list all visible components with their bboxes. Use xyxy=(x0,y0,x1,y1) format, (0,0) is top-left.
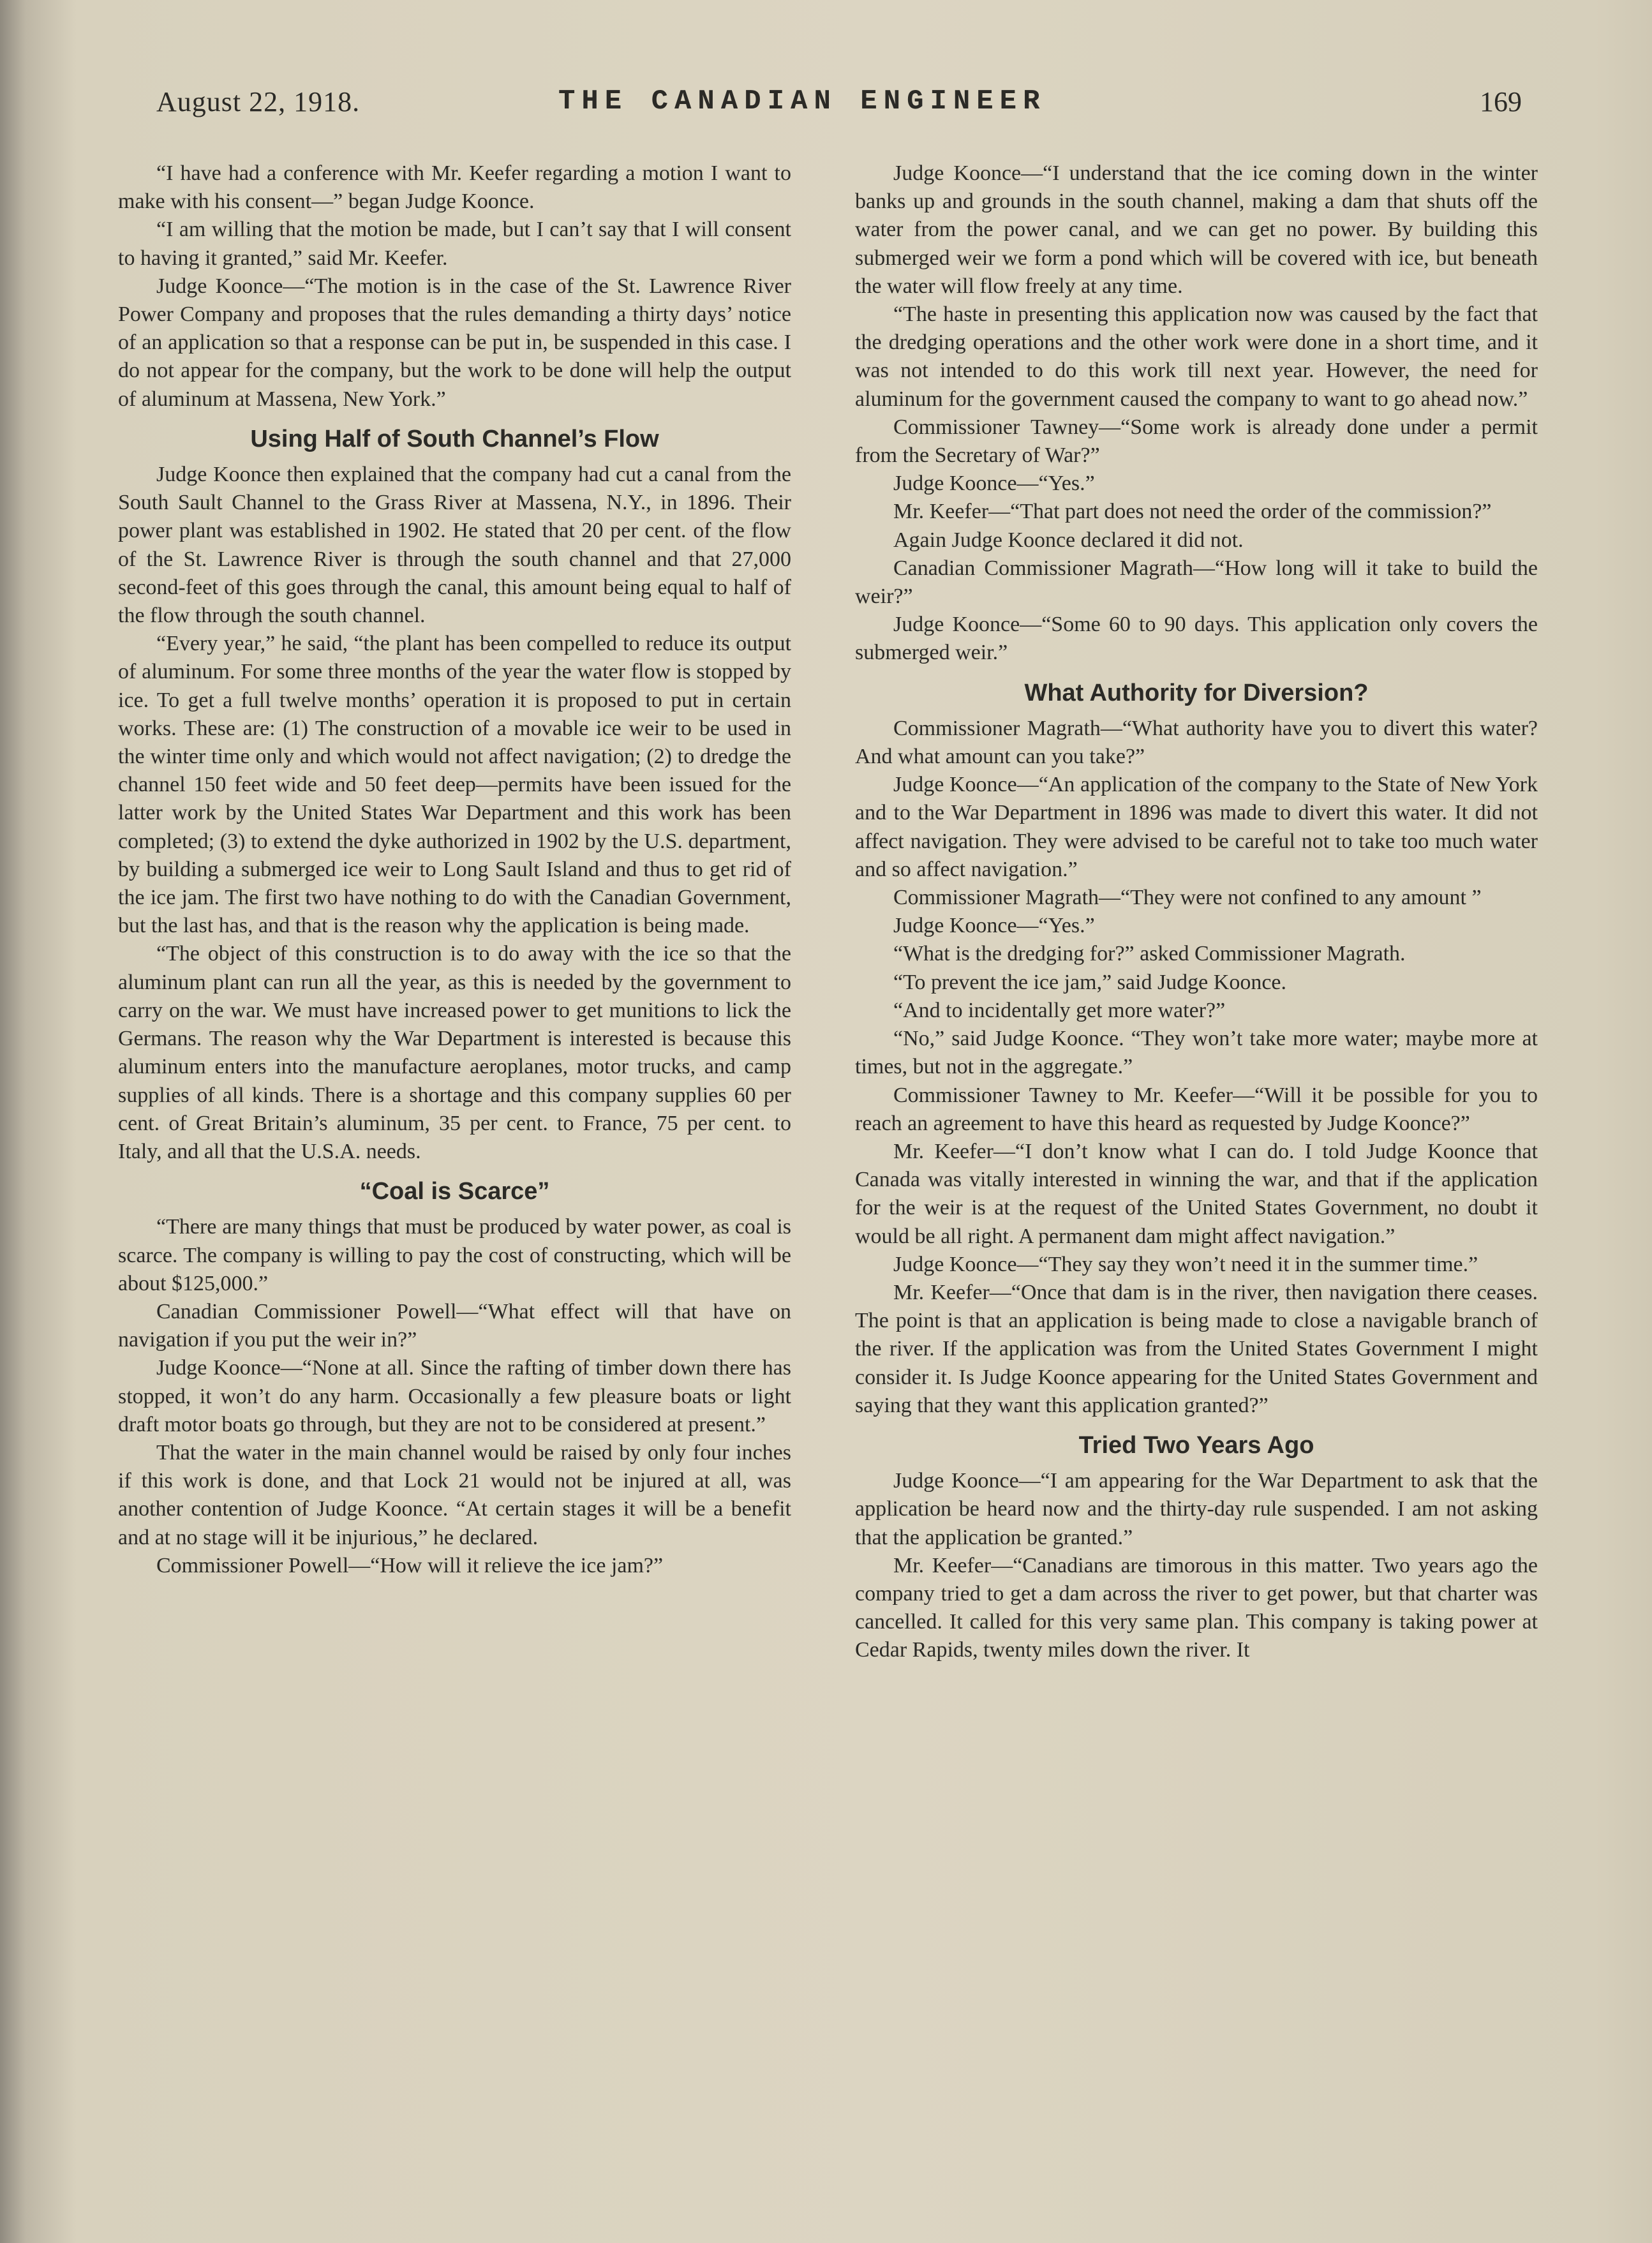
paragraph: That the water in the main channel would be raised by only four inches if this work is done, and that Lock 21 would not be injured at all, was another contention of Judge Koonce. “At certain stages it will be a benefit and at no stage will it be injurious,” he declared. xyxy=(118,1440,791,1549)
paragraph: “To prevent the ice jam,” said Judge Koonce. xyxy=(893,970,1287,994)
paragraph: “There are many things that must be produced by water power, as coal is scarce. The company is willing to pay the cost of constructing, which will be about $125,000.” xyxy=(118,1215,791,1295)
paragraph: Mr. Keefer—“Canadians are timorous in this matter. Two years ago the company tried to get a dam across the river to get power, but that charter was cancelled. It called for this very same plan. This company is taking power at Cedar Rapids, twenty miles down the river. It xyxy=(855,1553,1538,1662)
paragraph: “The haste in presenting this application now was caused by the fact that the dredging operations and the other work were done in a short time, and it was not intended to do this work till next year. However, the need for aluminum for the government caused the company to want to go ahead now.” xyxy=(855,302,1538,411)
paragraph: Mr. Keefer—“I don’t know what I can do. I told Judge Koonce that Canada was vitally interested in winning the war, and that if the application for the weir is at the request of the United States Government, no doubt it would be all right. A permanent dam might affect navigation.” xyxy=(855,1139,1538,1248)
paragraph: Judge Koonce—“An application of the company to the State of New York and to the War Department in 1896 was made to divert this water. It did not affect navigation. They were advised to be careful not to take too much water and so affect navigation.” xyxy=(855,773,1538,881)
paragraph: Judge Koonce—“Some 60 to 90 days. This application only covers the submerged weir.” xyxy=(855,613,1538,665)
section-heading: What Authority for Diversion? xyxy=(1024,679,1369,706)
paragraph: Judge Koonce—“None at all. Since the rafting of timber down there has stopped, it won’t do any harm. Occasionally a few pleasure boats or light draft motor boats go through, but they are not to be considered at present.” xyxy=(118,1356,791,1436)
paragraph: Commissioner Tawney to Mr. Keefer—“Will it be possible for you to reach an agreement to have this heard as requested by Judge Koonce?” xyxy=(855,1083,1538,1135)
paragraph: “The object of this construction is to do away with the ice so that the aluminum plant can run all the year, as this is needed by the government to carry on the war. We must have increased power to get munitions to lick the Germans. The reason why the War Department is interested is because this aluminum enters into the manufacture aeroplanes, motor trucks, and camp supplies of all kinds. There is a shortage and this company supplies 60 per cent. of Great Britain’s aluminum, 35 per cent. to France, 75 per cent. to Italy, and all that the U.S.A. needs. xyxy=(118,942,791,1163)
paragraph: Judge Koonce—“Yes.” xyxy=(893,914,1095,938)
paragraph: Commissioner Powell—“How will it relieve the ice jam?” xyxy=(156,1553,664,1577)
paragraph: Commissioner Magrath—“What authority have you to divert this water? And what amount can you take?” xyxy=(855,716,1538,769)
left-column xyxy=(118,160,791,1580)
paragraph: “No,” said Judge Koonce. “They won’t take more water; maybe more at times, but not in the aggregate.” xyxy=(855,1027,1538,1079)
paragraph: Commissioner Tawney—“Some work is already done under a permit from the Secretary of War?” xyxy=(855,415,1538,468)
paragraph: Judge Koonce—“They say they won’t need it in the summer time.” xyxy=(893,1252,1478,1276)
page-number: 169 xyxy=(1480,86,1522,117)
header-date: August 22, 1918. xyxy=(156,86,361,117)
paragraph: Judge Koonce—“Yes.” xyxy=(893,472,1095,496)
paragraph: Judge Koonce then explained that the company had cut a canal from the South Sault Channel to the Grass River at Massena, N.Y., in 1896. Their power plant was established in 1902. He stated that 20 per cent. of the flow of the St. Lawrence River is through the south channel and that 27,000 second-feet of this goes through the canal, this amount being equal to half of the flow through the south channel. xyxy=(118,463,791,628)
section-heading: Tried Two Years Ago xyxy=(1078,1431,1314,1459)
paragraph: “What is the dredging for?” asked Commissioner Magrath. xyxy=(893,942,1406,966)
paragraph: “And to incidentally get more water?” xyxy=(893,998,1226,1022)
paragraph: Canadian Commissioner Magrath—“How long will it take to build the weir?” xyxy=(855,556,1538,609)
right-column xyxy=(855,160,1538,1665)
page-header xyxy=(150,83,1522,134)
paragraph: “I have had a conference with Mr. Keefer regarding a motion I want to make with his consent—” began Judge Koonce. xyxy=(118,161,791,214)
paragraph: Judge Koonce—“I understand that the ice coming down in the winter banks up and grounds in the south channel, making a dam that shuts off the water from the power canal, and we can get no power. By building this submerged weir we form a pond which will be covered with ice, but beneath the water will flow freely at any time. xyxy=(855,161,1538,298)
paragraph: Commissioner Magrath—“They were not confined to any amount ” xyxy=(893,886,1482,910)
paragraph: Canadian Commissioner Powell—“What effect will that have on navigation if you put the weir in?” xyxy=(118,1299,791,1352)
section-heading: Using Half of South Channel’s Flow xyxy=(250,425,659,452)
section-heading: “Coal is Scarce” xyxy=(359,1178,550,1205)
paragraph: Judge Koonce—“The motion is in the case of the St. Lawrence River Power Company and proposes that the rules demanding a thirty days’ notice of an application so that a response can be put in, be suspended in this case. I do not appear for the company, but the work to be done will help the output of aluminum at Massena, New York.” xyxy=(118,274,791,411)
journal-title: THE CANADIAN ENGINEER xyxy=(558,86,1046,117)
paragraph: Judge Koonce—“I am appearing for the War Department to ask that the application be heard now and the thirty-day rule suspended. I am not asking that the application be granted.” xyxy=(855,1469,1538,1549)
paragraph: “I am willing that the motion be made, but I can’t say that I will consent to having it granted,” said Mr. Keefer. xyxy=(118,218,791,270)
paragraph: “Every year,” he said, “the plant has been compelled to reduce its output of aluminum. For some three months of the year the water flow is stopped by ice. To get a full twelve months’ operation it is proposed to put in certain works. These are: (1) The construction of a movable ice weir to be used in the winter time only and which would not affect navigation; (2) to dredge the channel 150 feet wide and 50 feet deep—permits have been issued for the latter work by the United States War Department and this work has been completed; (3) to extend the dyke authorized in 1902 by the U.S. department, by building a submerged ice weir to Long Sault Island and thus to get rid of the ice jam. The first two have nothing to do with the Canadian Government, but the last has, and that is the reason why the application is being made. xyxy=(118,632,791,938)
paragraph: Mr. Keefer—“Once that dam is in the river, then navigation there ceases. The point is that an application is being made to close a navigable branch of the river. If the application was from the United States Government I might consider it. Is Judge Koonce appearing for the United States Government and saying that they want this application granted?” xyxy=(855,1280,1538,1417)
paragraph: Mr. Keefer—“That part does not need the order of the commission?” xyxy=(893,500,1492,524)
paragraph: Again Judge Koonce declared it did not. xyxy=(893,528,1244,552)
